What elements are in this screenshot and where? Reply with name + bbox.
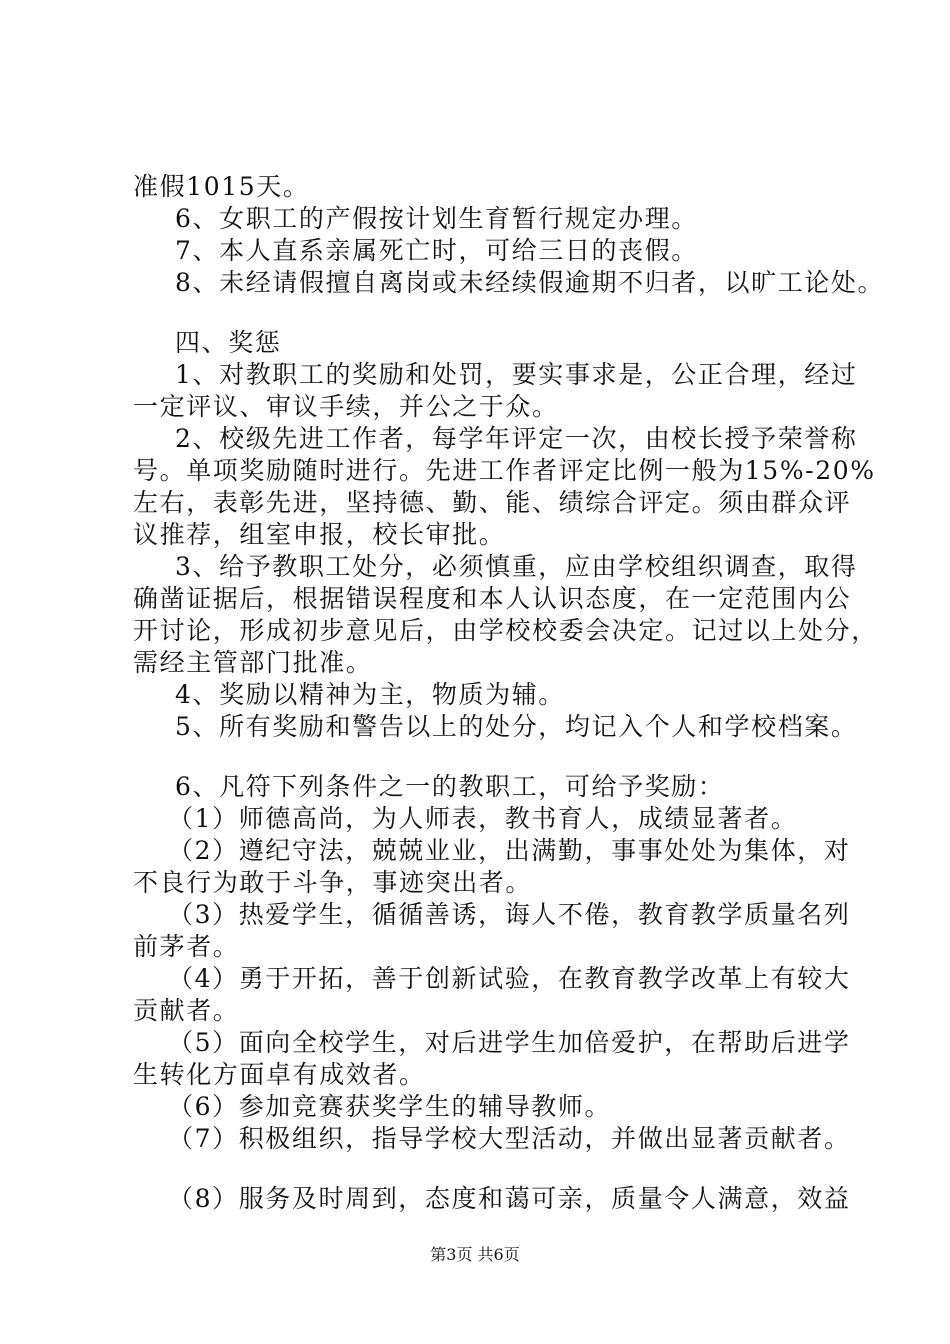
text-line: 贡献者。 <box>133 996 240 1025</box>
text-line: 开讨论，形成初步意见后，由学校校委会决定。记过以上处分， <box>133 616 878 645</box>
list-item: （8）服务及时周到，态度和蔼可亲，质量令人满意，效益 <box>168 1184 851 1213</box>
text-line: 7、本人直系亲属死亡时，可给三日的丧假。 <box>175 236 698 265</box>
text-line: 前茅者。 <box>133 932 240 961</box>
list-item: （5）面向全校学生，对后进学生加倍爱护，在帮助后进学 <box>168 1028 851 1057</box>
text-line: 1、对教职工的奖励和处罚，要实事求是，公正合理，经过 <box>175 360 858 389</box>
text-line: 8、未经请假擅自离岗或未经续假逾期不归者，以旷工论处。 <box>175 268 885 297</box>
text-line: 议推荐，组室申报，校长审批。 <box>133 520 506 549</box>
text-line: 4、奖励以精神为主，物质为辅。 <box>175 680 565 709</box>
section-heading: 四、奖惩 <box>175 328 282 357</box>
page-number-footer: 第3页 共6页 <box>430 1245 520 1264</box>
text-line: 6、女职工的产假按计划生育暂行规定办理。 <box>175 204 698 233</box>
text-line: 5、所有奖励和警告以上的处分，均记入个人和学校档案。 <box>175 712 858 741</box>
list-item: （1）师德高尚，为人师表，教书育人，成绩显著者。 <box>168 804 798 833</box>
text-line: 左右，表彰先进，坚持德、勤、能、绩综合评定。须由群众评 <box>133 488 852 517</box>
text-line: 号。单项奖励随时进行。先进工作者评定比例一般为15%-20% <box>133 456 876 485</box>
text-line: 准假1015天。 <box>133 172 310 201</box>
text-line: 3、给予教职工处分，必须慎重，应由学校组织调查，取得 <box>175 552 858 581</box>
text-line: 生转化方面卓有成效者。 <box>133 1060 426 1089</box>
list-item: （2）遵纪守法，兢兢业业，出满勤，事事处处为集体，对 <box>168 836 851 865</box>
list-item: （7）积极组织，指导学校大型活动，并做出显著贡献者。 <box>168 1124 851 1153</box>
list-item: （3）热爱学生，循循善诱，诲人不倦，教育教学质量名列 <box>168 900 851 929</box>
list-item: （4）勇于开拓，善于创新试验，在教育教学改革上有较大 <box>168 964 851 993</box>
list-item: （6）参加竞赛获奖学生的辅导教师。 <box>168 1092 612 1121</box>
text-line: 需经主管部门批准。 <box>133 648 373 677</box>
text-line: 一定评议、审议手续，并公之于众。 <box>133 392 559 421</box>
text-line: 6、凡符下列条件之一的教职工，可给予奖励： <box>175 772 725 801</box>
text-line: 确凿证据后，根据错误程度和本人认识态度，在一定范围内公 <box>133 584 852 613</box>
text-line: 2、校级先进工作者，每学年评定一次，由校长授予荣誉称 <box>175 424 858 453</box>
text-line: 不良行为敢于斗争，事迹突出者。 <box>133 868 533 897</box>
